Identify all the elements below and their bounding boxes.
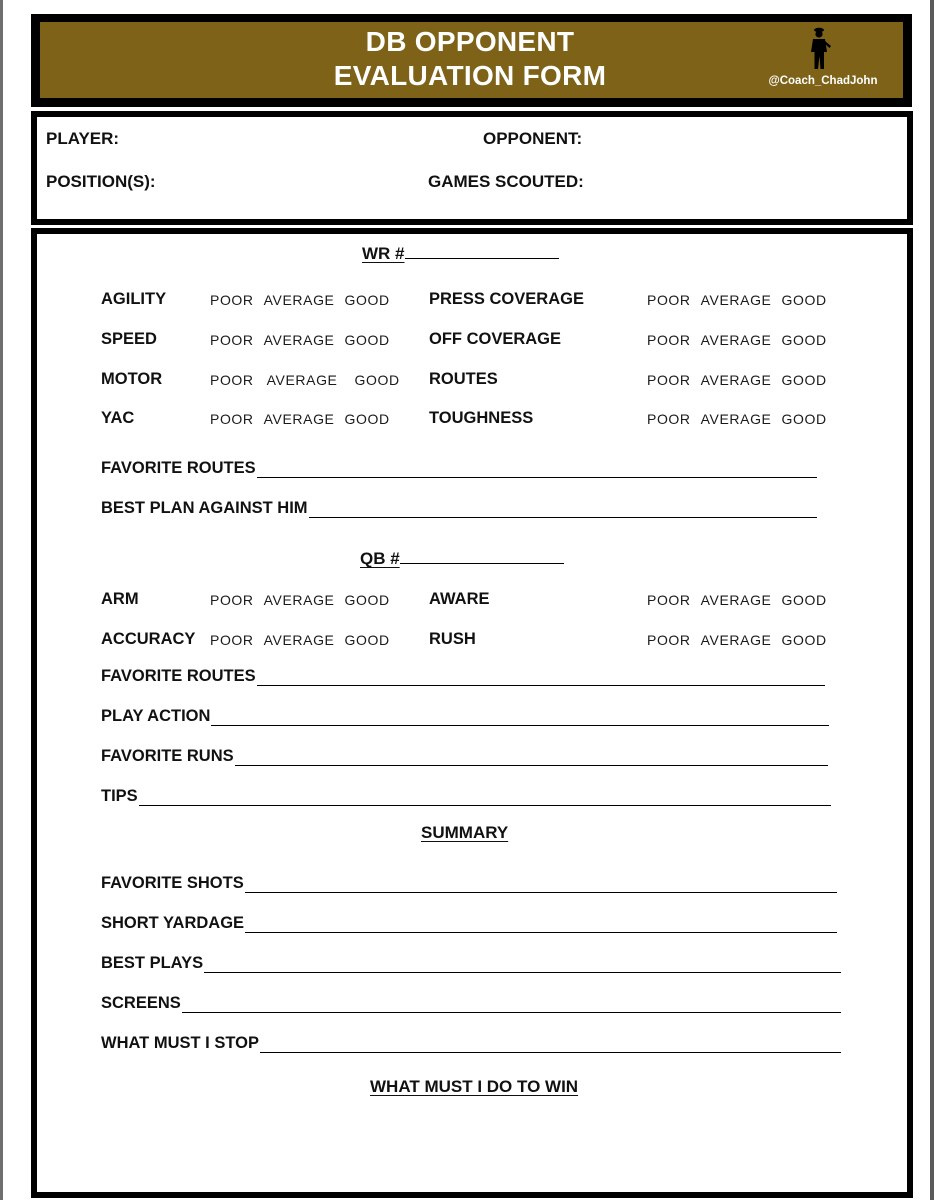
summary-what-must-i-stop-field[interactable]: WHAT MUST I STOP (101, 1033, 841, 1053)
rating-scale: POOR AVERAGE GOOD (647, 372, 827, 388)
rating-scale: POOR AVERAGE GOOD (210, 292, 390, 308)
wr-criterion-label: SPEED (101, 330, 157, 348)
qb-favorite-runs-field[interactable]: FAVORITE RUNS (101, 746, 828, 766)
coach-handle: @Coach_ChadJohn (768, 75, 878, 87)
rating-scale: POOR AVERAGE GOOD (210, 592, 390, 608)
coach-silhouette-icon (804, 26, 834, 70)
rating-scale: POOR AVERAGE GOOD (647, 592, 827, 608)
summary-best-plays-field[interactable]: BEST PLAYS (101, 953, 841, 973)
form-title-line1: DB OPPONENT (365, 26, 575, 57)
wr-best-plan-field[interactable]: BEST PLAN AGAINST HIM (101, 498, 817, 518)
qb-criterion-label: ACCURACY (101, 630, 196, 648)
summary-heading: SUMMARY (421, 823, 509, 842)
rating-scale: POOR AVERAGE GOOD (647, 411, 827, 427)
wr-criterion-label: OFF COVERAGE (429, 330, 562, 348)
qb-play-action-field[interactable]: PLAY ACTION (101, 706, 829, 726)
wr-favorite-routes-field[interactable]: FAVORITE ROUTES (101, 458, 817, 478)
wr-criterion-label: YAC (101, 409, 135, 427)
rating-scale: POOR AVERAGE GOOD (210, 632, 390, 648)
page-right-edge (930, 0, 934, 1200)
qb-criterion-label: AWARE (429, 590, 490, 608)
summary-short-yardage-field[interactable]: SHORT YARDAGE (101, 913, 837, 933)
games-scouted-label: GAMES SCOUTED: (428, 172, 584, 191)
wr-criterion-label: PRESS COVERAGE (429, 290, 584, 308)
rating-scale: POOR AVERAGE GOOD (647, 332, 827, 348)
form-title-line2: EVALUATION FORM (333, 60, 607, 91)
qb-favorite-routes-field[interactable]: FAVORITE ROUTES (101, 666, 825, 686)
wr-criterion-label: TOUGHNESS (429, 409, 534, 427)
summary-screens-field[interactable]: SCREENS (101, 993, 841, 1013)
positions-label: POSITION(S): (46, 172, 156, 191)
page-left-edge (0, 0, 3, 1200)
rating-scale: POOR AVERAGE GOOD (210, 411, 390, 427)
win-heading: WHAT MUST I DO TO WIN (370, 1077, 579, 1096)
player-info-box (31, 111, 913, 225)
rating-scale: POOR AVERAGE GOOD (647, 632, 827, 648)
summary-favorite-shots-field[interactable]: FAVORITE SHOTS (101, 873, 837, 893)
wr-criterion-label: MOTOR (101, 370, 163, 388)
rating-scale: POOR AVERAGE GOOD (210, 332, 390, 348)
rating-scale: POOR AVERAGE GOOD (647, 292, 827, 308)
qb-tips-field[interactable]: TIPS (101, 786, 831, 806)
player-label: PLAYER: (46, 129, 120, 148)
wr-heading: WR # (362, 244, 559, 264)
qb-criterion-label: ARM (101, 590, 139, 608)
wr-criterion-label: AGILITY (101, 290, 167, 308)
qb-heading: QB # (360, 549, 564, 569)
wr-criterion-label: ROUTES (429, 370, 498, 388)
rating-scale: POOR AVERAGE GOOD (210, 372, 400, 388)
opponent-label: OPPONENT: (483, 129, 583, 148)
qb-criterion-label: RUSH (429, 630, 476, 648)
